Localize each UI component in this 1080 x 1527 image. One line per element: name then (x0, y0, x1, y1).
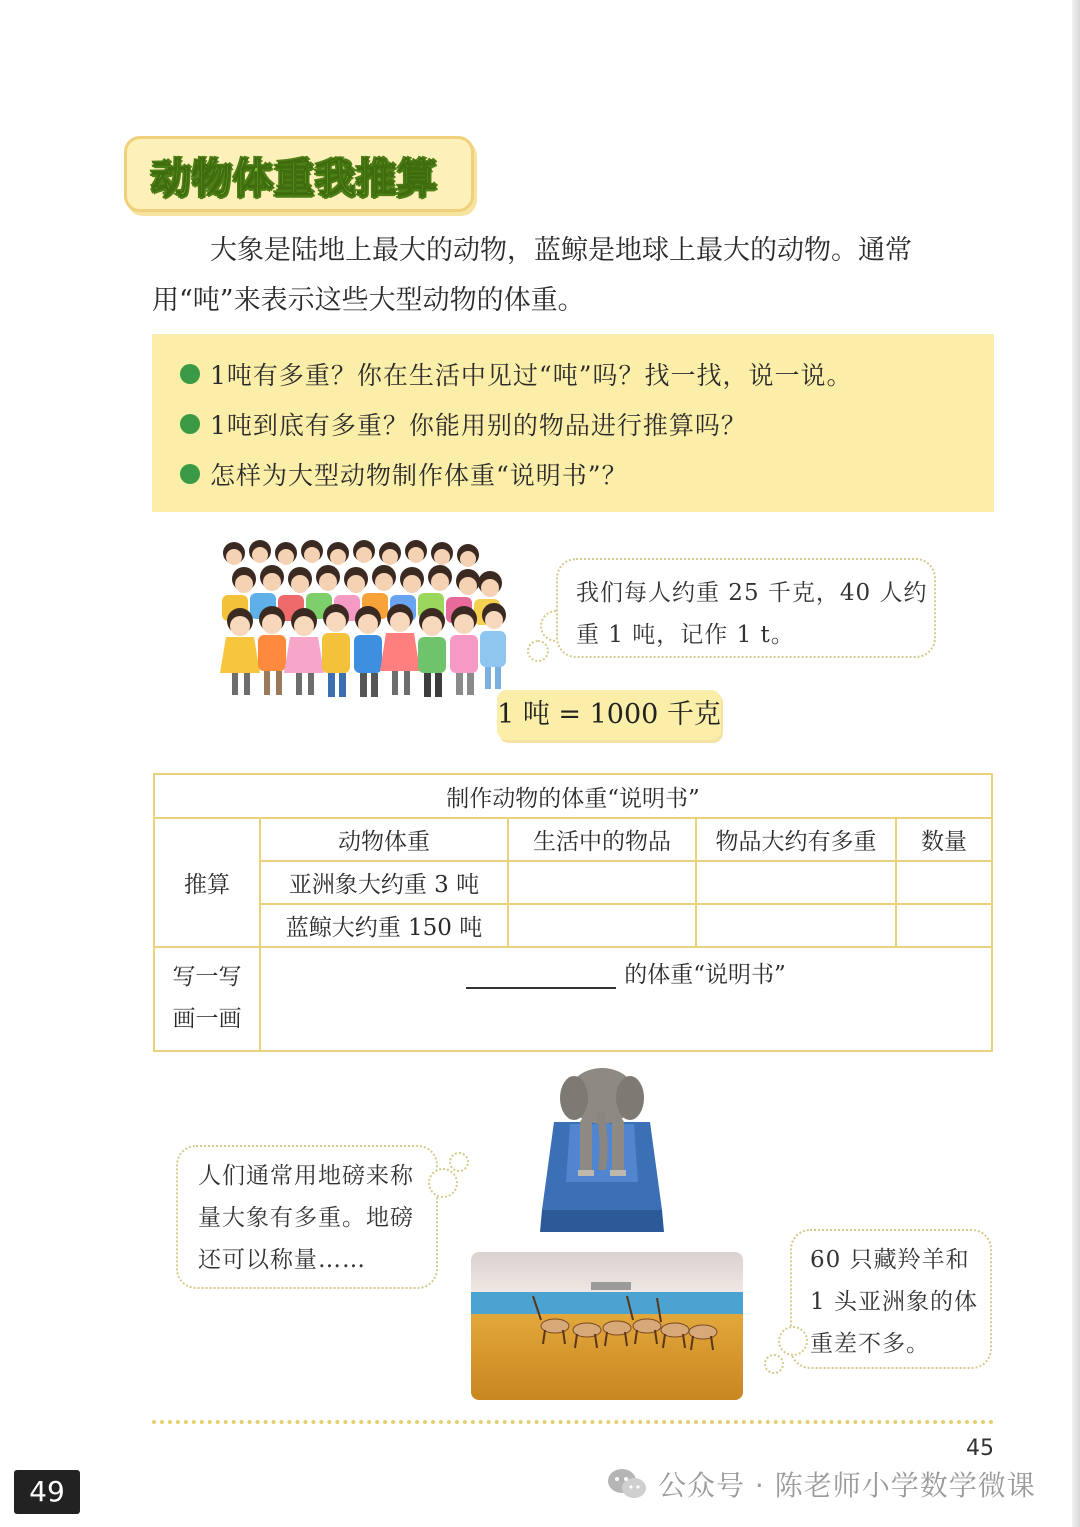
thought-dot (449, 1152, 469, 1172)
wechat-icon (606, 1466, 648, 1502)
intro-paragraph: 大象是陆地上最大的动物，蓝鲸是地球上最大的动物。通常用“吨”来表示这些大型动物的体重。 (152, 235, 912, 316)
thought-dot (764, 1354, 784, 1374)
table-cell: 蓝鲸大约重 150 吨 (260, 904, 508, 947)
crowd-front-row (220, 603, 506, 697)
kids-speech-bubble (556, 558, 936, 658)
weight-manual-table (153, 773, 993, 1052)
table-header: 物品大约有多重 (696, 818, 896, 861)
ton-equation: 1 吨 = 1000 千克 (497, 690, 721, 740)
question-list (180, 349, 852, 499)
table-row (154, 904, 992, 947)
bullet-dot-icon (180, 464, 200, 484)
footer-dotted-divider (152, 1420, 994, 1424)
elephant-on-scale-image (540, 1062, 664, 1240)
scale-bubble-line: 量大象有多重。地磅 (198, 1205, 414, 1231)
scale-bubble-line: 人们通常用地磅来称 (198, 1163, 414, 1189)
question-item (180, 399, 852, 449)
table-cell-blank[interactable] (896, 861, 992, 904)
table-cell-blank[interactable] (696, 904, 896, 947)
question-text: 怎样为大型动物制作体重“说明书”？ (210, 461, 628, 490)
table-cell-blank[interactable] (896, 904, 992, 947)
bullet-dot-icon (180, 414, 200, 434)
page-badge: 49 (14, 1470, 80, 1514)
table-cell-blank[interactable] (696, 861, 896, 904)
table-header: 生活中的物品 (508, 818, 696, 861)
table-title: 制作动物的体重“说明书” (154, 774, 992, 818)
question-item (180, 449, 852, 499)
write-label: 写一写 (172, 964, 242, 990)
watermark (606, 1464, 1036, 1504)
bullet-dot-icon (180, 364, 200, 384)
question-text: 1吨到底有多重？你能用别的物品进行推算吗？ (210, 411, 747, 440)
tibetan-antelope-photo (471, 1252, 743, 1400)
goat-bubble-line: 60 只藏羚羊和 (810, 1247, 970, 1273)
section-title: 动物体重我推算 (151, 156, 438, 202)
table-cell-blank[interactable] (508, 904, 696, 947)
children-crowd-illustration (214, 537, 510, 701)
table-cell-blank[interactable] (508, 861, 696, 904)
table-header: 动物体重 (260, 818, 508, 861)
write-prompt: 的体重“说明书” (624, 962, 786, 988)
page-edge (1072, 0, 1080, 1527)
question-panel (152, 334, 994, 512)
draw-label: 画一画 (172, 1006, 242, 1032)
thought-dot (428, 1168, 458, 1198)
table-header: 数量 (896, 818, 992, 861)
goat-bubble-line: 重差不多。 (810, 1331, 930, 1357)
goat-bubble-line: 1 头亚洲象的体 (810, 1289, 978, 1315)
write-draw-area[interactable] (260, 947, 992, 1051)
question-item (180, 349, 852, 399)
page-number: 45 (966, 1436, 994, 1461)
table-cell: 亚洲象大约重 3 吨 (260, 861, 508, 904)
scale-bubble-line: 还可以称量…… (198, 1247, 366, 1273)
kids-bubble-line: 我们每人约重 25 千克，40 人约 (576, 580, 928, 606)
question-text: 1吨有多重？你在生活中见过“吨”吗？找一找，说一说。 (210, 361, 853, 390)
row-label-write-draw (154, 947, 260, 1051)
section-title-badge (124, 136, 474, 212)
fill-in-blank-line[interactable] (466, 961, 616, 989)
thought-dot (527, 640, 549, 662)
row-label-estimate: 推算 (154, 818, 260, 947)
kids-bubble-line: 重 1 吨，记作 1 t。 (576, 622, 795, 648)
thought-dot (778, 1326, 808, 1356)
scale-speech-bubble (176, 1145, 438, 1289)
table-row (154, 861, 992, 904)
antelope-speech-bubble (790, 1229, 992, 1369)
watermark-text: 公众号 · 陈老师小学数学微课 (658, 1469, 1036, 1502)
